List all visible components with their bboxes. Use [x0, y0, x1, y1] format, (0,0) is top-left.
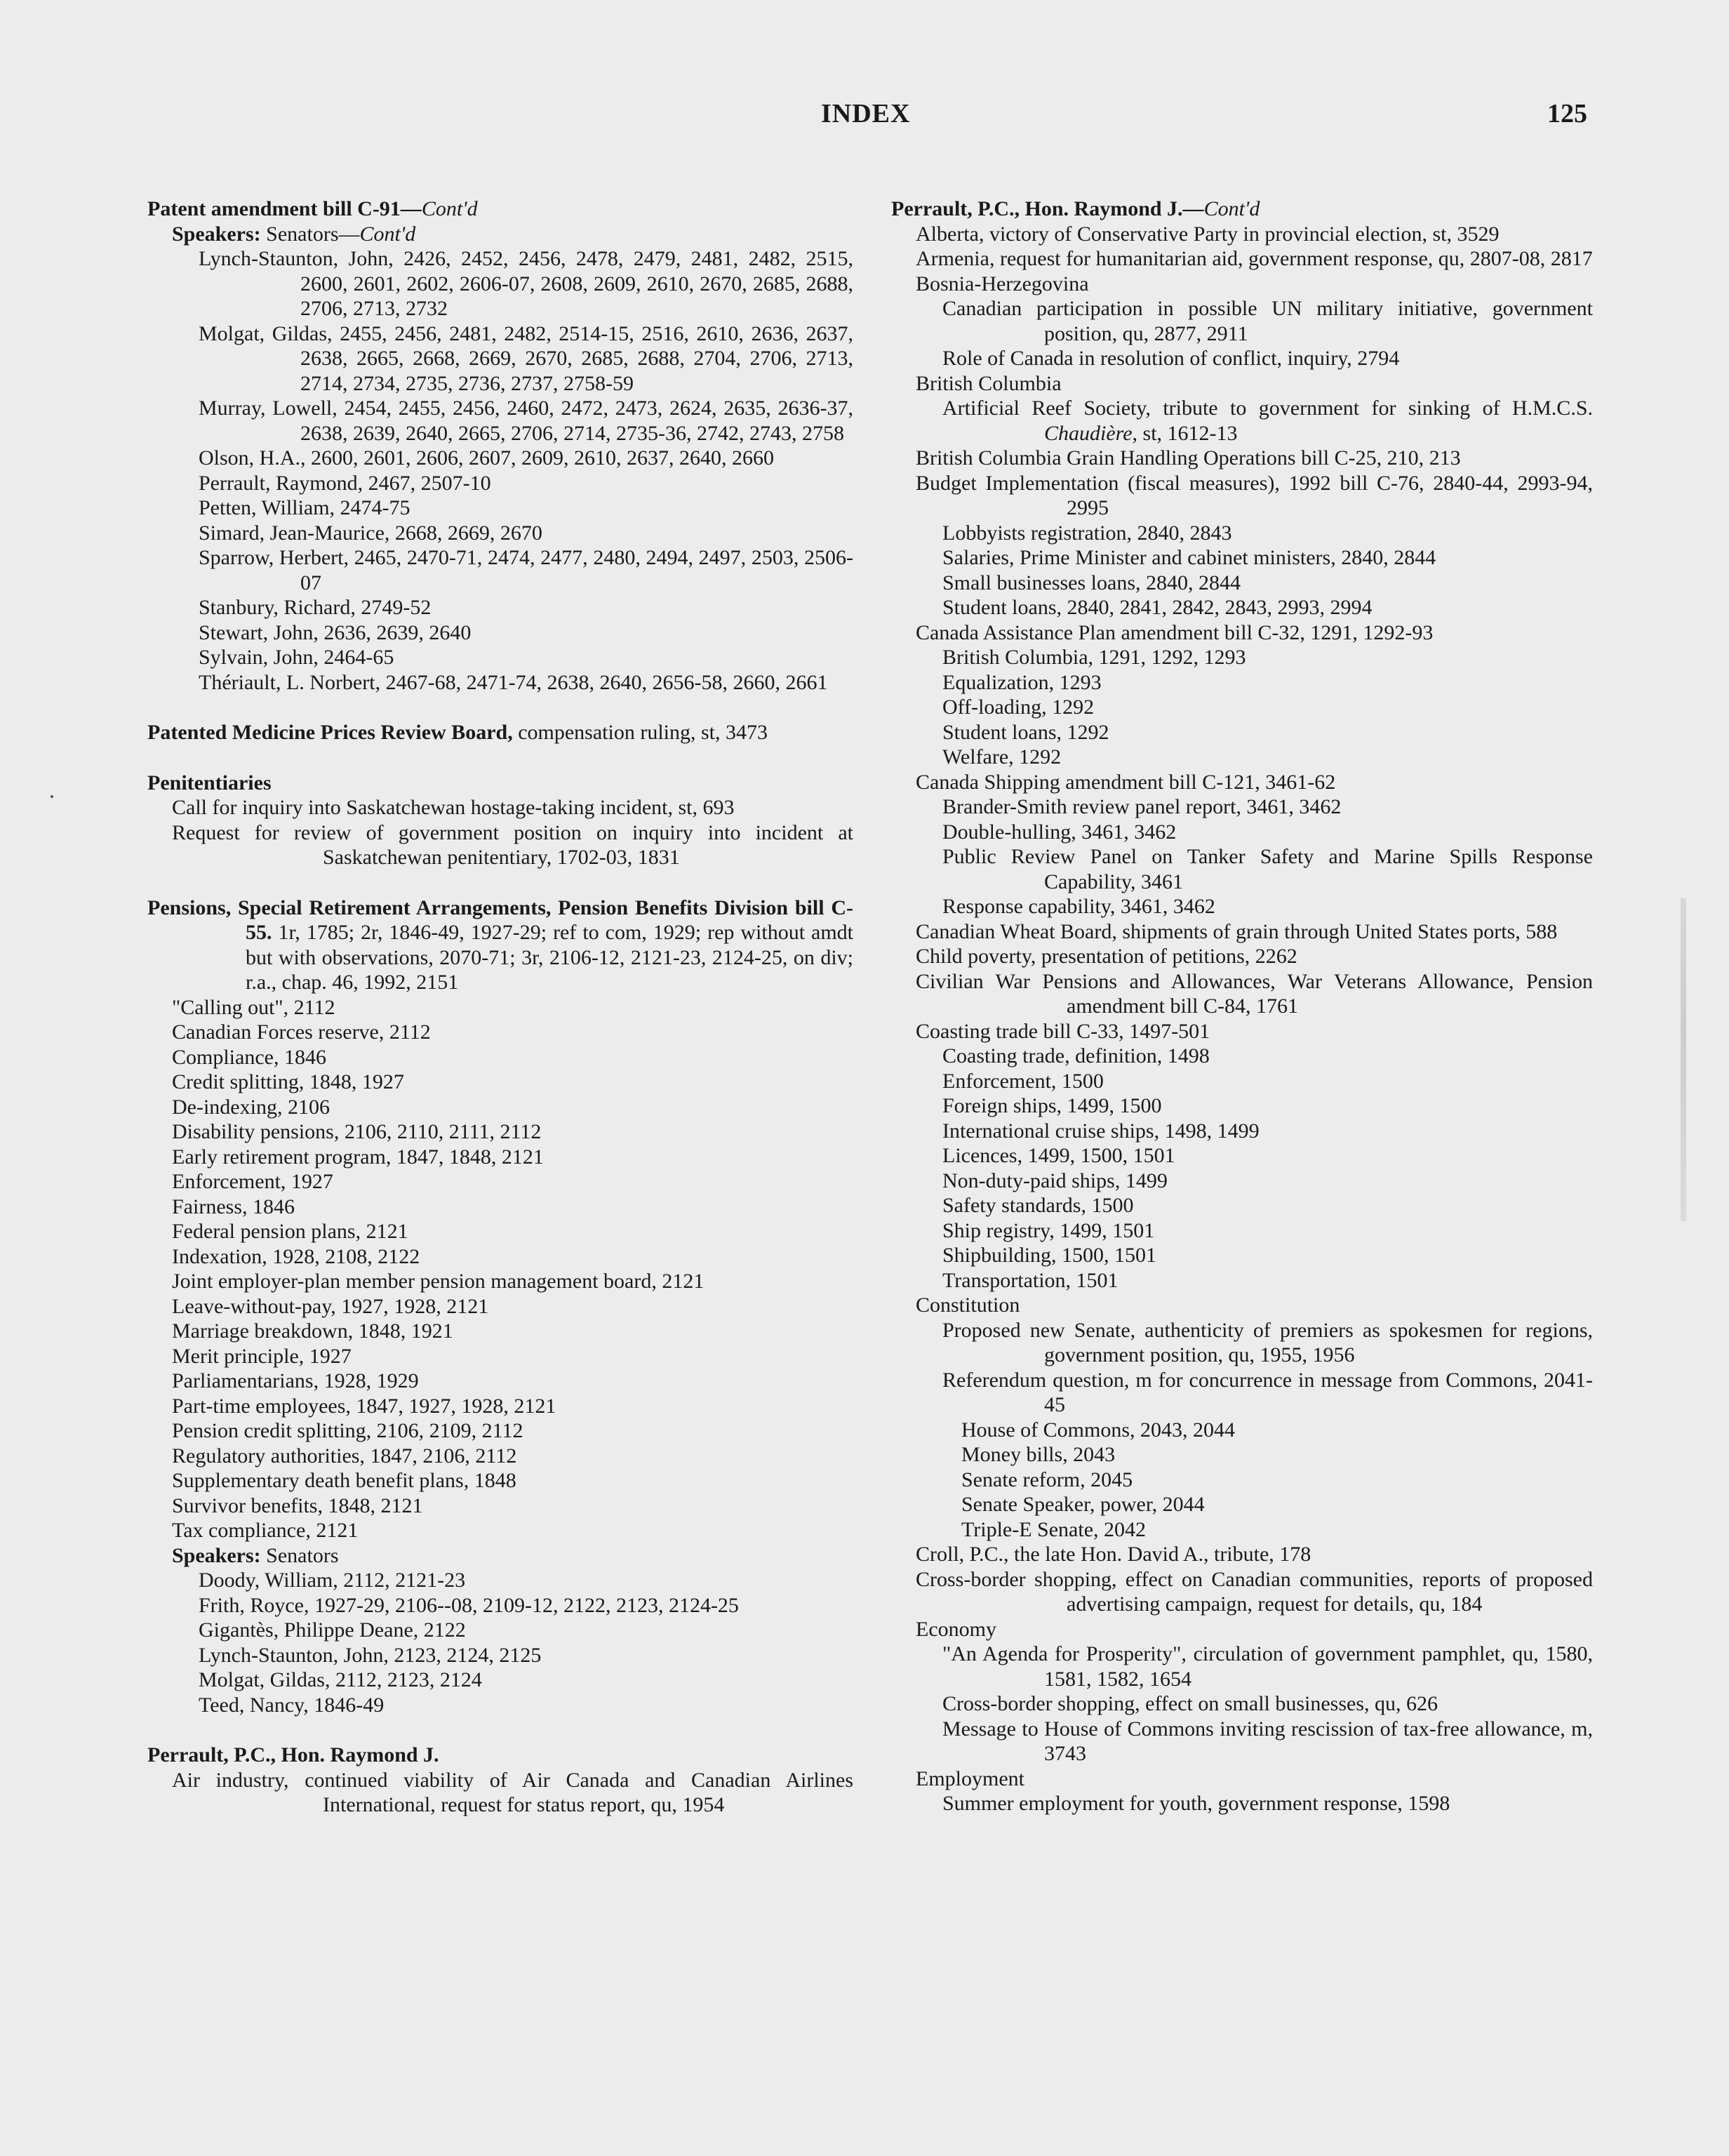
index-subentry — [891, 745, 1593, 770]
index-subentry — [147, 1294, 853, 1319]
index-subentry — [891, 1567, 1593, 1617]
entry-text: Summer employment for youth, government response, 1598 — [942, 1792, 1450, 1815]
entry-text: Bosnia-Herzegovina — [916, 272, 1089, 295]
page-number: 125 — [1547, 99, 1587, 128]
entry-text: Simard, Jean-Maurice, 2668, 2669, 2670 — [199, 521, 542, 545]
index-subentry — [147, 1145, 853, 1170]
index-heading — [891, 197, 1593, 222]
index-subentry — [891, 944, 1593, 969]
entry-text: Lobbyists registration, 2840, 2843 — [942, 521, 1232, 545]
entry-text: Lynch-Staunton, John, 2426, 2452, 2456, 2478, 2479, 2481, 2482, 2515, 2600, 2601, 2602, 2606-07, 2608, 2609, 2610, 2670, 2685, 2688, 2706, 2713, 2732 — [199, 247, 853, 320]
index-heading — [147, 771, 853, 796]
index-subentry — [147, 321, 853, 397]
index-subentry — [147, 1369, 853, 1394]
entry-text: Budget Implementation (fiscal measures), 1992 bill C-76, 2840-44, 2993-94, 2995 — [916, 471, 1593, 519]
index-subentry — [147, 1493, 853, 1519]
index-subentry — [891, 595, 1593, 620]
entry-text: Senators— — [260, 222, 360, 246]
index-subentry — [891, 894, 1593, 919]
entry-text: Pensions, Special Retirement Arrangements, Pension Benefits Division bill C-55. — [147, 896, 853, 944]
index-subentry — [891, 1143, 1593, 1169]
entry-text: Equalization, 1293 — [942, 670, 1102, 694]
entry-text: Cont'd — [359, 222, 416, 246]
index-subentry — [147, 1070, 853, 1095]
index-subentry — [147, 495, 853, 521]
entry-text: Constitution — [916, 1293, 1020, 1317]
index-subentry — [891, 346, 1593, 371]
entry-text: Thériault, L. Norbert, 2467-68, 2471-74, 2638, 2640, 2656-58, 2660, 2661 — [199, 670, 828, 694]
index-subentry — [147, 471, 853, 496]
entry-text: Money bills, 2043 — [961, 1443, 1116, 1466]
index-subentry — [147, 1394, 853, 1419]
entry-text: Federal pension plans, 2121 — [172, 1220, 408, 1243]
entry-text: Molgat, Gildas, 2455, 2456, 2481, 2482, 2514-15, 2516, 2610, 2636, 2637, 2638, 2665, 2668, 2669, 2670, 2685, 2688, 2704, 2706, 2713, 2714, 2734, 2735, 2736, 2737, 2758-59 — [199, 321, 853, 395]
index-subentry — [147, 1169, 853, 1195]
entry-text: Call for inquiry into Saskatchewan hostage-taking incident, st, 693 — [172, 796, 735, 819]
index-subentry — [147, 670, 853, 696]
entry-text: 1r, 1785; 2r, 1846-49, 1927-29; ref to com, 1929; rep without amdt but with observations, 2070-71; 3r, 2106-12, 2121-23, 2124-25, on div; r.a., chap. 46, 1992, 2151 — [246, 921, 853, 994]
entry-text: Safety standards, 1500 — [942, 1194, 1134, 1217]
index-subentry — [891, 1093, 1593, 1119]
entry-text: Part-time employees, 1847, 1927, 1928, 2121 — [172, 1394, 556, 1418]
entry-text: Merit principle, 1927 — [172, 1344, 352, 1368]
entry-text: Perrault, P.C., Hon. Raymond J. — [147, 1743, 439, 1766]
entry-text: Chaudière — [1044, 421, 1133, 445]
index-subentry — [147, 1195, 853, 1220]
entry-text: Senators — [260, 1543, 339, 1567]
index-subentry — [891, 794, 1593, 820]
index-subentry — [147, 1344, 853, 1369]
entry-text: Olson, H.A., 2600, 2601, 2606, 2607, 2609, 2610, 2637, 2640, 2660 — [199, 446, 775, 470]
entry-text: Licences, 1499, 1500, 1501 — [942, 1144, 1175, 1167]
entry-gap — [147, 695, 853, 720]
entry-text: Murray, Lowell, 2454, 2455, 2456, 2460, 2472, 2473, 2624, 2635, 2636-37, 2638, 2639, 2640, 2665, 2706, 2714, 2735-36, 2742, 2743, 2758 — [199, 397, 853, 445]
index-subentry — [147, 1593, 853, 1618]
entry-text: Foreign ships, 1499, 1500 — [942, 1094, 1162, 1117]
entry-text: Welfare, 1292 — [942, 745, 1062, 768]
entry-text: Stewart, John, 2636, 2639, 2640 — [199, 620, 472, 644]
entry-text: Canada Shipping amendment bill C-121, 3461-62 — [916, 770, 1336, 794]
entry-gap — [147, 870, 853, 896]
entry-text: Lynch-Staunton, John, 2123, 2124, 2125 — [199, 1643, 542, 1667]
entry-text: Alberta, victory of Conservative Party in provincial election, st, 3529 — [916, 222, 1500, 246]
index-subentry — [891, 620, 1593, 646]
index-subentry — [891, 969, 1593, 1019]
index-subentry — [891, 1243, 1593, 1268]
entry-text: Small businesses loans, 2840, 2844 — [942, 571, 1241, 594]
index-subentry — [891, 1717, 1593, 1766]
index-subentry — [147, 222, 853, 247]
entry-text: Patent amendment bill C-91— — [147, 197, 422, 220]
index-subentry — [891, 446, 1593, 471]
index-subentry — [147, 820, 853, 870]
entry-text: Stanbury, Richard, 2749-52 — [199, 596, 432, 619]
entry-text: Salaries, Prime Minister and cabinet ministers, 2840, 2844 — [942, 546, 1436, 569]
entry-text: De-indexing, 2106 — [172, 1095, 330, 1119]
entry-text: Senate Speaker, power, 2044 — [961, 1493, 1205, 1516]
index-subentry — [147, 595, 853, 620]
index-subentry — [891, 222, 1593, 247]
index-subentry — [891, 1642, 1593, 1691]
scan-speck — [51, 795, 53, 798]
left-column — [147, 197, 853, 1818]
entry-gap — [147, 745, 853, 771]
entry-text: Disability pensions, 2106, 2110, 2111, 2112 — [172, 1120, 542, 1143]
entry-text: Artificial Reef Society, tribute to government for sinking of H.M.C.S. — [942, 397, 1593, 420]
index-subentry — [891, 1517, 1593, 1543]
entry-text: Brander-Smith review panel report, 3461, 3462 — [942, 795, 1342, 818]
index-heading — [147, 720, 853, 745]
entry-text: Indexation, 1928, 2108, 2122 — [172, 1244, 420, 1268]
entry-text: Civilian War Pensions and Allowances, War Veterans Allowance, Pension amendment bill C-84, 1761 — [916, 969, 1593, 1018]
entry-text: Perrault, P.C., Hon. Raymond J.— — [891, 197, 1204, 220]
entry-text: Enforcement, 1927 — [172, 1170, 333, 1193]
index-subentry — [147, 1543, 853, 1569]
index-subentry — [891, 1169, 1593, 1194]
entry-text: Molgat, Gildas, 2112, 2123, 2124 — [199, 1668, 482, 1691]
entry-text: Speakers: — [172, 222, 261, 246]
entry-text: Ship registry, 1499, 1501 — [942, 1218, 1155, 1242]
entry-text: Leave-without-pay, 1927, 1928, 2121 — [172, 1294, 489, 1318]
index-subentry — [891, 571, 1593, 596]
index-subentry — [891, 1293, 1593, 1318]
entry-text: Sylvain, John, 2464-65 — [199, 646, 394, 669]
index-subentry — [147, 521, 853, 546]
index-subentry — [891, 720, 1593, 745]
index-subentry — [147, 545, 853, 595]
entry-text: Sparrow, Herbert, 2465, 2470-71, 2474, 2477, 2480, 2494, 2497, 2503, 2506-07 — [199, 546, 853, 594]
entry-text: "An Agenda for Prosperity", circulation of government pamphlet, qu, 1580, 1581, 1582, 1654 — [942, 1642, 1593, 1691]
index-subentry — [147, 1269, 853, 1294]
index-subentry — [891, 1119, 1593, 1144]
page-title: INDEX — [821, 99, 911, 128]
entry-text: Canadian Forces reserve, 2112 — [172, 1020, 431, 1044]
index-subentry — [891, 919, 1593, 945]
index-subentry — [891, 1218, 1593, 1244]
index-subentry — [147, 1444, 853, 1469]
entry-text: Child poverty, presentation of petitions, 2262 — [916, 945, 1297, 968]
index-subentry — [891, 645, 1593, 670]
index-subentry — [147, 1319, 853, 1344]
index-subentry — [891, 1318, 1593, 1368]
entry-text: Off-loading, 1292 — [942, 696, 1095, 719]
index-subentry — [891, 1368, 1593, 1418]
entry-text: Credit splitting, 1848, 1927 — [172, 1070, 404, 1093]
entry-text: British Columbia Grain Handling Operations bill C-25, 210, 213 — [916, 446, 1461, 470]
entry-text: Compliance, 1846 — [172, 1045, 326, 1069]
index-heading — [147, 1743, 853, 1768]
index-subentry — [891, 820, 1593, 845]
entry-text: compensation ruling, st, 3473 — [512, 721, 768, 744]
index-subentry — [891, 695, 1593, 720]
index-subentry — [891, 770, 1593, 795]
entry-text: Teed, Nancy, 1846-49 — [199, 1693, 385, 1717]
entry-text: Petten, William, 2474-75 — [199, 496, 410, 519]
index-subentry — [147, 1418, 853, 1444]
index-subentry — [147, 1668, 853, 1693]
index-heading — [147, 896, 853, 995]
index-subentry — [891, 1791, 1593, 1816]
entry-text: "Calling out", 2112 — [172, 995, 335, 1019]
entry-text: Response capability, 3461, 3462 — [942, 895, 1215, 918]
entry-text: Student loans, 1292 — [942, 720, 1109, 744]
entry-text: Air industry, continued viability of Air Canada and Canadian Airlines International, request for status report, qu, 1954 — [172, 1768, 853, 1816]
index-subentry — [891, 1766, 1593, 1792]
margin-scan-mark — [1681, 898, 1686, 1221]
index-subentry — [891, 1268, 1593, 1293]
index-subentry — [891, 1691, 1593, 1717]
entry-text: Non-duty-paid ships, 1499 — [942, 1169, 1168, 1192]
index-subentry — [891, 1193, 1593, 1218]
entry-text: Canadian participation in possible UN military initiative, government position, qu, 2877, 2911 — [942, 297, 1593, 345]
entry-text: Cross-border shopping, effect on small businesses, qu, 626 — [942, 1692, 1438, 1715]
index-subentry — [147, 1468, 853, 1493]
index-subentry — [147, 396, 853, 446]
index-subentry — [147, 1693, 853, 1718]
entry-text: Economy — [916, 1617, 996, 1641]
entry-text: Penitentiaries — [147, 771, 272, 794]
entry-text: Referendum question, m for concurrence in message from Commons, 2041-45 — [942, 1368, 1593, 1416]
entry-text: Message to House of Commons inviting rescission of tax-free allowance, m, 3743 — [942, 1717, 1593, 1765]
entry-text: , st, 1612-13 — [1132, 421, 1238, 445]
index-subentry — [147, 1045, 853, 1070]
entry-text: Proposed new Senate, authenticity of premiers as spokesmen for regions, government position, qu, 1955, 1956 — [942, 1318, 1593, 1366]
index-subentry — [891, 471, 1593, 521]
entry-text: Gigantès, Philippe Deane, 2122 — [199, 1618, 466, 1642]
entry-text: Regulatory authorities, 1847, 2106, 2112 — [172, 1444, 517, 1468]
index-subentry — [891, 296, 1593, 346]
entry-text: Employment — [916, 1766, 1024, 1790]
entry-text: Role of Canada in resolution of conflict, inquiry, 2794 — [942, 347, 1400, 370]
entry-text: Coasting trade bill C-33, 1497-501 — [916, 1019, 1210, 1043]
index-subentry — [891, 1418, 1593, 1443]
index-subentry — [891, 1069, 1593, 1094]
entry-text: Cross-border shopping, effect on Canadian communities, reports of proposed advertising campaign, request for details, qu, 184 — [916, 1567, 1593, 1616]
index-subentry — [891, 371, 1593, 397]
entry-text: International cruise ships, 1498, 1499 — [942, 1119, 1260, 1143]
index-subentry — [147, 1020, 853, 1045]
entry-text: Student loans, 2840, 2841, 2842, 2843, 2993, 2994 — [942, 596, 1373, 619]
entry-text: Joint employer-plan member pension management board, 2121 — [172, 1270, 705, 1293]
index-subentry — [147, 645, 853, 670]
index-subentry — [891, 1442, 1593, 1468]
entry-text: Transportation, 1501 — [942, 1268, 1119, 1292]
index-subentry — [147, 1095, 853, 1120]
index-subentry — [147, 1618, 853, 1643]
entry-text: Patented Medicine Prices Review Board, — [147, 721, 513, 744]
entry-text: Pension credit splitting, 2106, 2109, 2112 — [172, 1419, 523, 1442]
entry-gap — [147, 1717, 853, 1743]
entry-text: Senate reform, 2045 — [961, 1468, 1133, 1491]
entry-text: Parliamentarians, 1928, 1929 — [172, 1369, 419, 1392]
entry-text: Triple-E Senate, 2042 — [961, 1517, 1147, 1541]
index-subentry — [891, 246, 1593, 272]
entry-text: Perrault, Raymond, 2467, 2507-10 — [199, 471, 491, 495]
index-subentry — [147, 620, 853, 646]
index-subentry — [891, 396, 1593, 446]
entry-text: Enforcement, 1500 — [942, 1069, 1104, 1093]
index-subentry — [891, 521, 1593, 546]
index-subentry — [891, 1468, 1593, 1493]
index-subentry — [147, 446, 853, 471]
entry-text: Armenia, request for humanitarian aid, government response, qu, 2807-08, 2817 — [916, 247, 1593, 270]
entry-text: Frith, Royce, 1927-29, 2106--08, 2109-12, 2122, 2123, 2124-25 — [199, 1593, 739, 1617]
index-subentry — [147, 795, 853, 820]
index-subentry — [891, 1044, 1593, 1069]
entry-text: Double-hulling, 3461, 3462 — [942, 820, 1177, 844]
index-subentry — [891, 272, 1593, 297]
index-subentry — [891, 545, 1593, 571]
entry-text: Shipbuilding, 1500, 1501 — [942, 1244, 1157, 1267]
entry-text: Fairness, 1846 — [172, 1195, 295, 1218]
index-subentry — [147, 1568, 853, 1593]
index-subentry — [891, 670, 1593, 696]
entry-text: Tax compliance, 2121 — [172, 1519, 359, 1542]
entry-text: House of Commons, 2043, 2044 — [961, 1418, 1235, 1442]
index-subentry — [147, 1643, 853, 1668]
entry-text: Marriage breakdown, 1848, 1921 — [172, 1319, 453, 1343]
index-heading — [147, 197, 853, 222]
entry-text: British Columbia, 1291, 1292, 1293 — [942, 646, 1246, 669]
index-subentry — [891, 1542, 1593, 1567]
entry-text: Cont'd — [421, 197, 478, 220]
index-subentry — [891, 844, 1593, 894]
index-subentry — [891, 1492, 1593, 1517]
index-subentry — [147, 1518, 853, 1543]
index-subentry — [891, 1019, 1593, 1044]
index-subentry — [147, 995, 853, 1020]
index-subentry — [147, 1219, 853, 1244]
index-subentry — [147, 1768, 853, 1818]
index-subentry — [147, 1244, 853, 1270]
index-subentry — [147, 246, 853, 321]
entry-text: Canadian Wheat Board, shipments of grain through United States ports, 588 — [916, 919, 1558, 943]
entry-text: Public Review Panel on Tanker Safety and Marine Spills Response Capability, 3461 — [942, 845, 1593, 893]
page-header — [0, 98, 1729, 140]
right-column — [891, 197, 1593, 1816]
index-subentry — [891, 1617, 1593, 1642]
entry-text: Cont'd — [1203, 197, 1260, 220]
index-subentry — [147, 1119, 853, 1145]
entry-text: Request for review of government position on inquiry into incident at Saskatchewan penitentiary, 1702-03, 1831 — [172, 820, 853, 869]
entry-text: Croll, P.C., the late Hon. David A., tribute, 178 — [916, 1543, 1311, 1566]
entry-text: Canada Assistance Plan amendment bill C-32, 1291, 1292-93 — [916, 620, 1434, 644]
entry-text: Speakers: — [172, 1543, 261, 1567]
entry-text: Doody, William, 2112, 2121-23 — [199, 1569, 466, 1592]
entry-text: Coasting trade, definition, 1498 — [942, 1044, 1210, 1067]
entry-text: British Columbia — [916, 371, 1062, 395]
entry-text: Survivor benefits, 1848, 2121 — [172, 1493, 423, 1517]
entry-text: Early retirement program, 1847, 1848, 2121 — [172, 1145, 544, 1169]
entry-text: Supplementary death benefit plans, 1848 — [172, 1469, 516, 1492]
